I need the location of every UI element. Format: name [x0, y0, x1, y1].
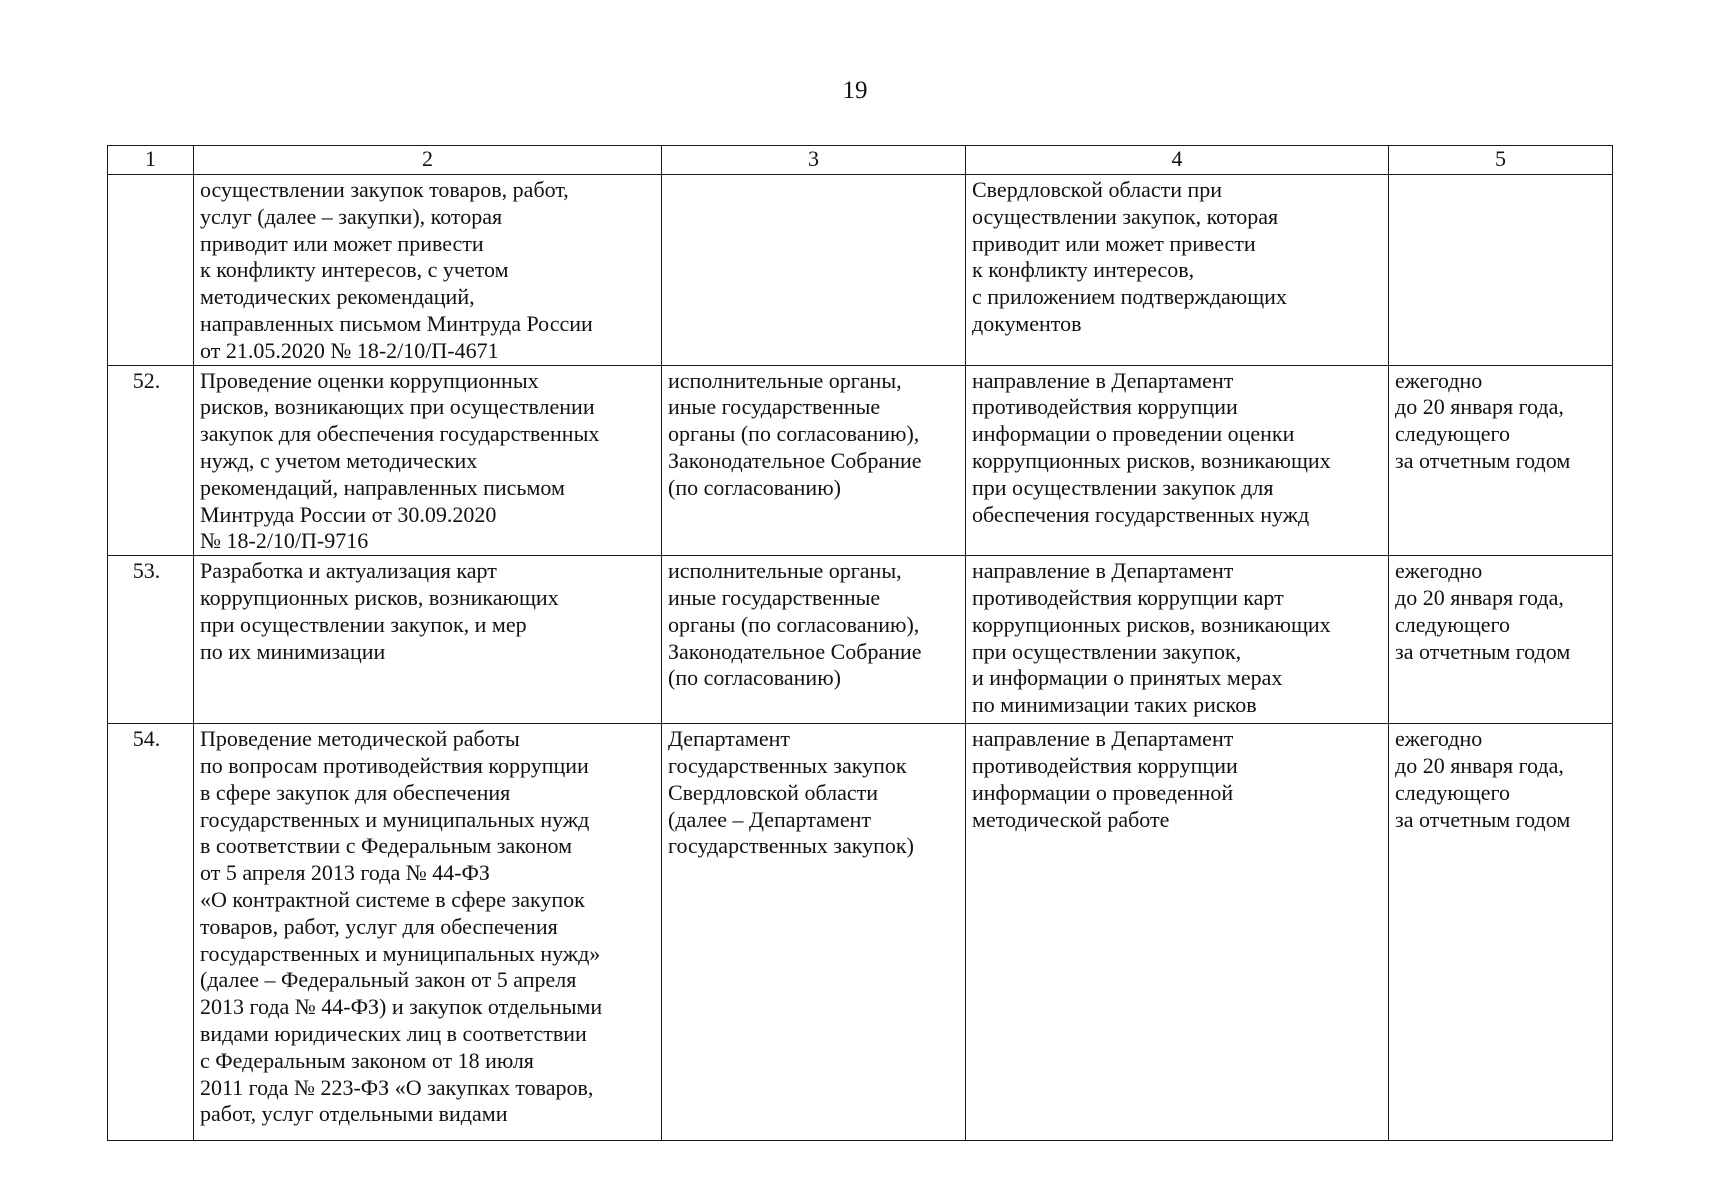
deadline-cell: ежегодно до 20 января года, следующего за отчетным годом [1389, 556, 1613, 724]
measure-cell: Проведение методической работы по вопросам противодействия коррупции в сфере закупок для обеспечения государственных и муниципальных нужд в соответствии с Федеральным законом от 5 апреля 2013 года № 44-ФЗ «О контрактной системе в сфере закупок товаров, работ, услуг для обеспечения государственных и муниципальных нужд» (далее – Федеральный закон от 5 апреля 2013 года № 44-ФЗ) и закупок отдельными видами юридических лиц в соответствии с Федеральным законом от 18 июля 2011 года № 223-ФЗ «О закупках товаров, работ, услуг отдельными видами [194, 724, 662, 1141]
deadline-cell: ежегодно до 20 января года, следующего за отчетным годом [1389, 365, 1613, 556]
row-number: 52. [108, 365, 194, 556]
executors-cell [662, 175, 966, 366]
column-header-2: 2 [194, 146, 662, 175]
table-header-row [108, 146, 1613, 175]
measure-cell: осуществлении закупок товаров, работ, услуг (далее – закупки), которая приводит или может привести к конфликту интересов, с учетом методических рекомендаций, направленных письмом Минтруда России от 21.05.2020 № 18-2/10/П-4671 [194, 175, 662, 366]
table-row [108, 175, 1613, 366]
result-cell: направление в Департамент противодействия коррупции карт коррупционных рисков, возникающих при осуществлении закупок, и информации о принятых мерах по минимизации таких рисков [966, 556, 1389, 724]
column-header-1: 1 [108, 146, 194, 175]
executors-cell: Департамент государственных закупок Свердловской области (далее – Департамент государственных закупок) [662, 724, 966, 1141]
executors-cell: исполнительные органы, иные государственные органы (по согласованию), Законодательное Собрание (по согласованию) [662, 556, 966, 724]
table-row [108, 724, 1613, 1141]
result-cell: направление в Департамент противодействия коррупции информации о проведенной методической работе [966, 724, 1389, 1141]
measure-cell: Проведение оценки коррупционных рисков, возникающих при осуществлении закупок для обеспечения государственных нужд, с учетом методических рекомендаций, направленных письмом Минтруда России от 30.09.2020 № 18-2/10/П-9716 [194, 365, 662, 556]
row-number: 53. [108, 556, 194, 724]
deadline-cell [1389, 175, 1613, 366]
executors-cell: исполнительные органы, иные государственные органы (по согласованию), Законодательное Собрание (по согласованию) [662, 365, 966, 556]
result-cell: Свердловской области при осуществлении закупок, которая приводит или может привести к конфликту интересов, с приложением подтверждающих документов [966, 175, 1389, 366]
result-cell: направление в Департамент противодействия коррупции информации о проведении оценки коррупционных рисков, возникающих при осуществлении закупок для обеспечения государственных нужд [966, 365, 1389, 556]
table-row [108, 365, 1613, 556]
row-number: 54. [108, 724, 194, 1141]
table-row [108, 556, 1613, 724]
page-number: 19 [842, 77, 868, 104]
deadline-cell: ежегодно до 20 января года, следующего за отчетным годом [1389, 724, 1613, 1141]
measure-cell: Разработка и актуализация карт коррупционных рисков, возникающих при осуществлении закупок, и мер по их минимизации [194, 556, 662, 724]
column-header-5: 5 [1389, 146, 1613, 175]
measures-table [107, 145, 1613, 1141]
row-number [108, 175, 194, 366]
column-header-4: 4 [966, 146, 1389, 175]
column-header-3: 3 [662, 146, 966, 175]
